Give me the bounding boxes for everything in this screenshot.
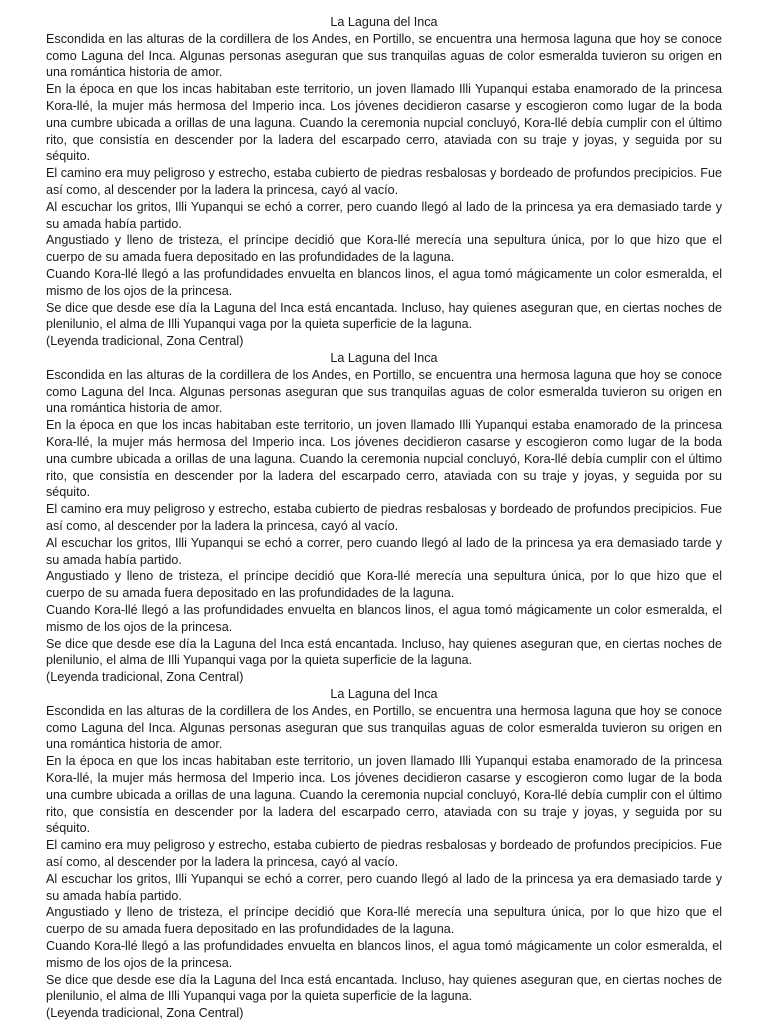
story-paragraph: Cuando Kora-llé llegó a las profundidades envuelta en blancos linos, el agua tomó mágicamente un color esmeralda, el mismo de los ojos de la princesa.: [46, 938, 722, 970]
story-title: La Laguna del Inca: [330, 15, 438, 29]
story-paragraph: Angustiado y lleno de tristeza, el príncipe decidió que Kora-llé merecía una sepultura única, por lo que hizo que el cuerpo de su amada fuera depositado en las profundidades de la laguna.: [46, 905, 722, 937]
document-page: [46, 14, 722, 1022]
story-paragraph: Angustiado y lleno de tristeza, el príncipe decidió que Kora-llé merecía una sepultura única, por lo que hizo que el cuerpo de su amada fuera depositado en las profundidades de la laguna.: [46, 569, 722, 601]
story-paragraph: En la época en que los incas habitaban este territorio, un joven llamado Illi Yupanqui estaba enamorado de la princesa Kora-llé, la mujer más hermosa del Imperio inca. Los jóvenes decidieron casarse y escogieron como lugar de la boda una cumbre ubicada a orillas de una laguna. Cuando la ceremonia nupcial concluyó, Kora-llé debía cumplir con el último rito, que consistía en descender por la ladera del escarpado cerro, ataviada con su traje y joyas, y seguida por su séquito.: [46, 754, 722, 836]
story-2: [46, 350, 722, 686]
story-paragraph: Escondida en las alturas de la cordillera de los Andes, en Portillo, se encuentra una hermosa laguna que hoy se conoce como Laguna del Inca. Algunas personas aseguran que sus tranquilas aguas de color esmeralda tuvieron su origen en una romántica historia de amor.: [46, 703, 722, 752]
story-paragraph: Escondida en las alturas de la cordillera de los Andes, en Portillo, se encuentra una hermosa laguna que hoy se conoce como Laguna del Inca. Algunas personas aseguran que sus tranquilas aguas de color esmeralda tuvieron su origen en una romántica historia de amor.: [46, 367, 722, 416]
story-body: [46, 31, 722, 333]
story-paragraph: El camino era muy peligroso y estrecho, estaba cubierto de piedras resbalosas y bordeado de profundos precipicios. Fue así como, al descender por la ladera la princesa, cayó al vacío.: [46, 502, 722, 533]
story-paragraph: El camino era muy peligroso y estrecho, estaba cubierto de piedras resbalosas y bordeado de profundos precipicios. Fue así como, al descender por la ladera la princesa, cayó al vacío.: [46, 838, 722, 869]
story-paragraph: Escondida en las alturas de la cordillera de los Andes, en Portillo, se encuentra una hermosa laguna que hoy se conoce como Laguna del Inca. Algunas personas aseguran que sus tranquilas aguas de color esmeralda tuvieron su origen en una romántica historia de amor.: [46, 31, 722, 80]
story-paragraph: Se dice que desde ese día la Laguna del Inca está encantada. Incluso, hay quienes aseguran que, en ciertas noches de plenilunio, el alma de Illi Yupanqui vaga por la quieta superficie de la laguna.: [46, 636, 722, 668]
story-paragraph: Al escuchar los gritos, Illi Yupanqui se echó a correr, pero cuando llegó al lado de la princesa ya era demasiado tarde y su amada había partido.: [46, 535, 722, 567]
story-paragraph: Al escuchar los gritos, Illi Yupanqui se echó a correr, pero cuando llegó al lado de la princesa ya era demasiado tarde y su amada había partido.: [46, 199, 722, 231]
story-body: [46, 703, 722, 1005]
story-title: La Laguna del Inca: [330, 687, 438, 701]
story-paragraph: Al escuchar los gritos, Illi Yupanqui se echó a correr, pero cuando llegó al lado de la princesa ya era demasiado tarde y su amada había partido.: [46, 871, 722, 903]
story-paragraph: Cuando Kora-llé llegó a las profundidades envuelta en blancos linos, el agua tomó mágicamente un color esmeralda, el mismo de los ojos de la princesa.: [46, 602, 722, 634]
story-source: (Leyenda tradicional, Zona Central): [46, 670, 244, 685]
story-paragraph: Se dice que desde ese día la Laguna del Inca está encantada. Incluso, hay quienes aseguran que, en ciertas noches de plenilunio, el alma de Illi Yupanqui vaga por la quieta superficie de la laguna.: [46, 972, 722, 1004]
story-3: [46, 686, 722, 1022]
story-paragraph: Angustiado y lleno de tristeza, el príncipe decidió que Kora-llé merecía una sepultura única, por lo que hizo que el cuerpo de su amada fuera depositado en las profundidades de la laguna.: [46, 233, 722, 265]
story-paragraph: El camino era muy peligroso y estrecho, estaba cubierto de piedras resbalosas y bordeado de profundos precipicios. Fue así como, al descender por la ladera la princesa, cayó al vacío.: [46, 166, 722, 197]
story-1: [46, 14, 722, 350]
story-paragraph: En la época en que los incas habitaban este territorio, un joven llamado Illi Yupanqui estaba enamorado de la princesa Kora-llé, la mujer más hermosa del Imperio inca. Los jóvenes decidieron casarse y escogieron como lugar de la boda una cumbre ubicada a orillas de una laguna. Cuando la ceremonia nupcial concluyó, Kora-llé debía cumplir con el último rito, que consistía en descender por la ladera del escarpado cerro, ataviada con su traje y joyas, y seguida por su séquito.: [46, 418, 722, 500]
story-title: La Laguna del Inca: [330, 351, 438, 365]
story-source: (Leyenda tradicional, Zona Central): [46, 1006, 244, 1021]
story-source: (Leyenda tradicional, Zona Central): [46, 334, 244, 349]
story-body: [46, 367, 722, 669]
story-paragraph: Se dice que desde ese día la Laguna del Inca está encantada. Incluso, hay quienes aseguran que, en ciertas noches de plenilunio, el alma de Illi Yupanqui vaga por la quieta superficie de la laguna.: [46, 300, 722, 332]
story-paragraph: En la época en que los incas habitaban este territorio, un joven llamado Illi Yupanqui estaba enamorado de la princesa Kora-llé, la mujer más hermosa del Imperio inca. Los jóvenes decidieron casarse y escogieron como lugar de la boda una cumbre ubicada a orillas de una laguna. Cuando la ceremonia nupcial concluyó, Kora-llé debía cumplir con el último rito, que consistía en descender por la ladera del escarpado cerro, ataviada con su traje y joyas, y seguida por su séquito.: [46, 82, 722, 164]
story-paragraph: Cuando Kora-llé llegó a las profundidades envuelta en blancos linos, el agua tomó mágicamente un color esmeralda, el mismo de los ojos de la princesa.: [46, 266, 722, 298]
